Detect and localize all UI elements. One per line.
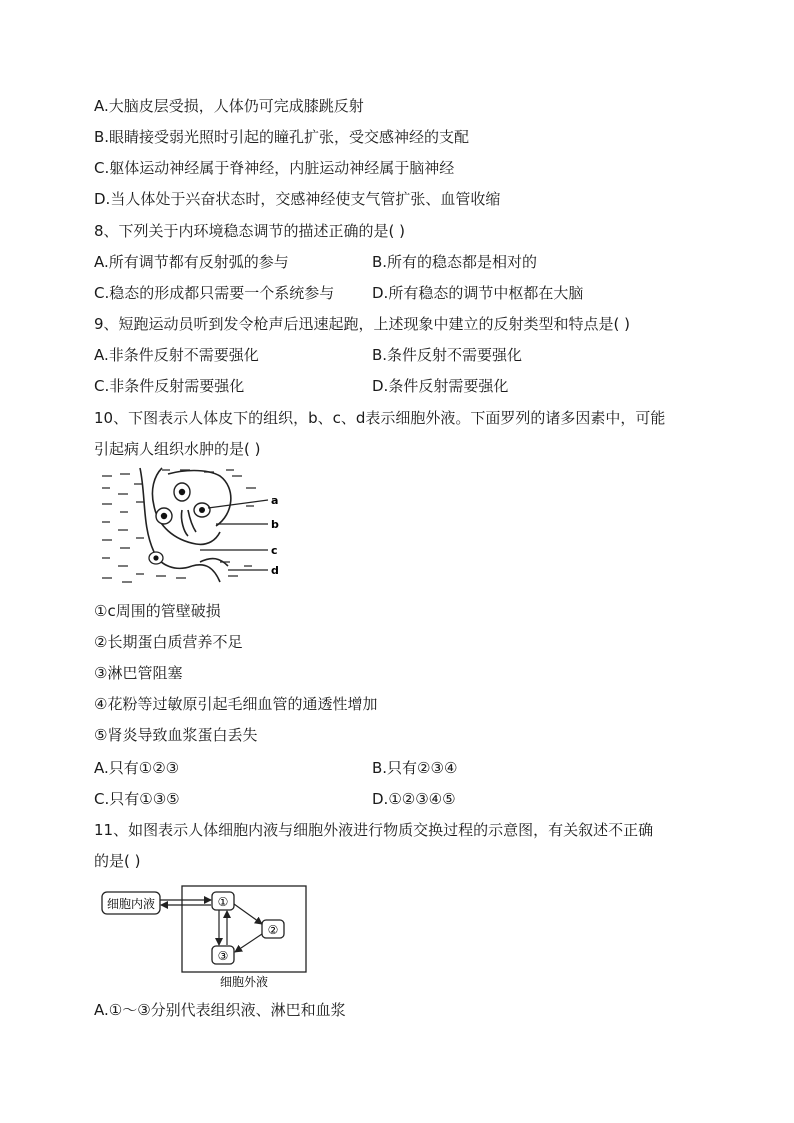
q8-option-d: D.所有稳态的调节中枢都在大脑 xyxy=(372,284,584,302)
q8-option-a: A.所有调节都有反射弧的参与 xyxy=(94,253,289,271)
tissue-diagram xyxy=(96,466,286,588)
q10-item-2: ②长期蛋白质营养不足 xyxy=(94,633,243,651)
q7-option-a: A.大脑皮层受损，人体仍可完成膝跳反射 xyxy=(94,97,364,115)
q9-stem: 9、短跑运动员听到发令枪声后迅速起跑，上述现象中建立的反射类型和特点是( ) xyxy=(94,315,631,333)
node-2-label: ② xyxy=(267,923,279,937)
q9-option-d: D.条件反射需要强化 xyxy=(372,377,509,395)
extracellular-fluid-frame xyxy=(182,886,306,972)
q8-stem: 8、下列关于内环境稳态调节的描述正确的是( ) xyxy=(94,222,406,240)
diagram-label-c: c xyxy=(271,544,278,557)
exchange-arrows xyxy=(160,900,262,952)
q11-stem-line2: 的是( ) xyxy=(94,852,141,870)
diagram-label-a: a xyxy=(271,494,279,507)
q9-option-a: A.非条件反射不需要强化 xyxy=(94,346,259,364)
q10-option-c: C.只有①③⑤ xyxy=(94,790,180,808)
q7-option-d: D.当人体处于兴奋状态时，交感神经使支气管扩张、血管收缩 xyxy=(94,190,501,208)
blood-cells xyxy=(149,483,210,564)
q10-item-4: ④花粉等过敏原引起毛细血管的通透性增加 xyxy=(94,695,378,713)
diagram-label-d: d xyxy=(271,564,279,577)
q8-option-b: B.所有的稳态都是相对的 xyxy=(372,253,538,271)
q8-option-c: C.稳态的形成都只需要一个系统参与 xyxy=(94,284,335,302)
q10-stem-line2: 引起病人组织水肿的是( ) xyxy=(94,440,261,458)
node-3-label: ③ xyxy=(217,949,229,963)
q9-option-b: B.条件反射不需要强化 xyxy=(372,346,523,364)
diagram-label-b: b xyxy=(271,518,279,531)
q7-option-b: B.眼睛接受弱光照时引起的瞳孔扩张，受交感神经的支配 xyxy=(94,128,470,146)
q10-option-a: A.只有①②③ xyxy=(94,759,180,777)
q7-option-c: C.躯体运动神经属于脊神经，内脏运动神经属于脑神经 xyxy=(94,159,455,177)
q10-stem-line1: 10、下图表示人体皮下的组织，b、c、d表示细胞外液。下面罗列的诸多因素中，可能 xyxy=(94,409,666,427)
q9-option-c: C.非条件反射需要强化 xyxy=(94,377,245,395)
q10-item-5: ⑤肾炎导致血浆蛋白丢失 xyxy=(94,726,258,744)
q11-stem-line1: 11、如图表示人体细胞内液与细胞外液进行物质交换过程的示意图，有关叙述不正确 xyxy=(94,821,654,839)
fluid-exchange-diagram xyxy=(100,884,310,994)
extracellular-fluid-caption: 细胞外液 xyxy=(219,975,269,989)
intracellular-fluid-label: 细胞内液 xyxy=(106,897,156,911)
q11-option-a: A.①～③分别代表组织液、淋巴和血浆 xyxy=(94,1001,346,1019)
q10-item-3: ③淋巴管阻塞 xyxy=(94,664,183,682)
node-1-label: ① xyxy=(217,895,229,909)
q10-option-b: B.只有②③④ xyxy=(372,759,458,777)
q10-option-d: D.①②③④⑤ xyxy=(372,790,456,808)
q10-item-1: ①c周围的管壁破损 xyxy=(94,602,221,620)
